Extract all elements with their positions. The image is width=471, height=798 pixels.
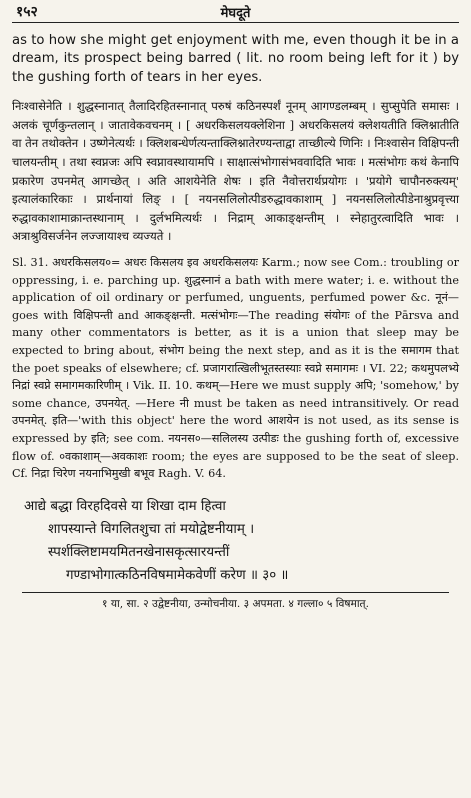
translation-continuation: [12, 32, 459, 87]
notes-paragraph: Sl. 31. अधरकिसलय०= अधरः किसलय इव अधरकिसलयः Karm.; now see Com.: troubling or oppressing, i. e. parching up. शुद्धस्नानं a bath with mere water; i. e. without the application of oil ordinary or perfumed, unguents, perfumed power &c. नूनं—goes with विक्षिपन्ती and आकङ्क्षन्ती. मत्संभोगः—The reading संयोगः of the Pārsva and many other commentators is better, as it is a union that sleep may be expected to bring about, संभोग being the next step, and as it is the समागम that the poet speaks of elsewhere; cf. प्रजागरात्खिलीभूतस्तस्याः स्वप्ने समागमः । VI. 22; कथमुपलभ्ये निद्रां स्वप्ने समागमकारिणीम् । Vik. II. 10. कथम्—Here we must supply अपि; 'somehow,' by some chance, उपनयेत्. —Here नी must be taken as need intransitively. Or read उपनमेत्. इति—'with this object' here the word आशयेन is not used, as its sense is expressed by इति; see com. नयनस०—सलिलस्य उत्पीडः the gushing forth of, excessive flow of. ०वकाशाम्—अवकाशः room; the eyes are supposed to be the seat of sleep. Cf. निद्रा चिरेण नयनाभिमुखी बभूव Ragh. V. 64.: [12, 255, 459, 481]
page-number: १५२: [16, 4, 38, 20]
translation-paragraph: as to how she might get enjoyment with me, even though it be in a dream, its prospect being barred ( lit. no room being left for it ) by the gushing forth of tears in her eyes.: [12, 33, 459, 85]
verse-line-4: गण्डाभोगात्कठिनविषमामेकवेणीं करेण ॥ ३० ॥: [66, 567, 289, 583]
commentary-paragraph: निःश्वासेनेति । शुद्धस्नानात् तैलादिरहितस्नानात् परुषं कठिनस्पर्शं नूनम् आगण्डलम्बम् । सुप्सुपेति समासः । अलकं चूर्णकुन्तलान् । जातावेकवचनम् । [ अधरकिसलयक्लेशिना ] अधरकिसलयं क्लेशयतीति क्लिश्नातीति वा तेन तथोक्तेन । उष्णेनेत्यर्थः । क्लिशबन्धेर्णत्यन्ताक्लिश्नातेरण्यन्ताद्वा ताच्छील्ये णिनिः । निःश्वासेन विक्षिपन्ती चालयन्तीम् । तथा स्वप्नजः अपि स्वप्नावस्थायामपि । साक्षात्संभोगासंभववादिति भावः । मत्संभोगः कथं केनापि प्रकारेण उपनमेत् आगच्छेत् । अति आशयेनेति शेषः । इति नैवोत्तरार्थप्रयोगः । 'प्रयोगे चापौनरुक्त्यम्' इत्यालंकारिकाः । प्रार्थनायां लिङ् । [ नयनसलिलोत्पीडरुद्धावकाशाम् ] नयनसलिलोत्पीडेनाश्रुप्रवृत्त्या रुद्धावकाशामाक्रान्तस्थानाम् । दुर्लभमित्यर्थः । निद्राम् आकाङ्क्षन्तीम् । स्नेहातुरत्वादिति भावः । अत्राश्रुविसर्जनेन लज्जायाश्च व्यज्यते ।: [12, 99, 459, 244]
footnote: १ या, सा. २ उद्वेष्टनीया, उन्मोचनीया. ३ अपमता. ४ गल्ला० ५ विषमात्.: [102, 597, 369, 610]
verse-line-1: आद्ये बद्धा विरहदिवसे या शिखा दाम हित्वा: [24, 498, 226, 514]
page-header: [12, 0, 459, 23]
verse-line-2: शापस्यान्ते विगलितशुचा तां मयोद्वेष्टनीयाम् ।: [48, 521, 255, 537]
running-title: मेघदूते: [220, 6, 251, 21]
verse-block: [12, 495, 459, 587]
footnote-divider: [22, 592, 449, 593]
english-notes: [12, 254, 459, 483]
sanskrit-commentary: [12, 97, 459, 246]
verse-line-3: स्पर्शक्लिष्टामयमितनखेनासकृत्सारयन्तीं: [48, 544, 230, 560]
